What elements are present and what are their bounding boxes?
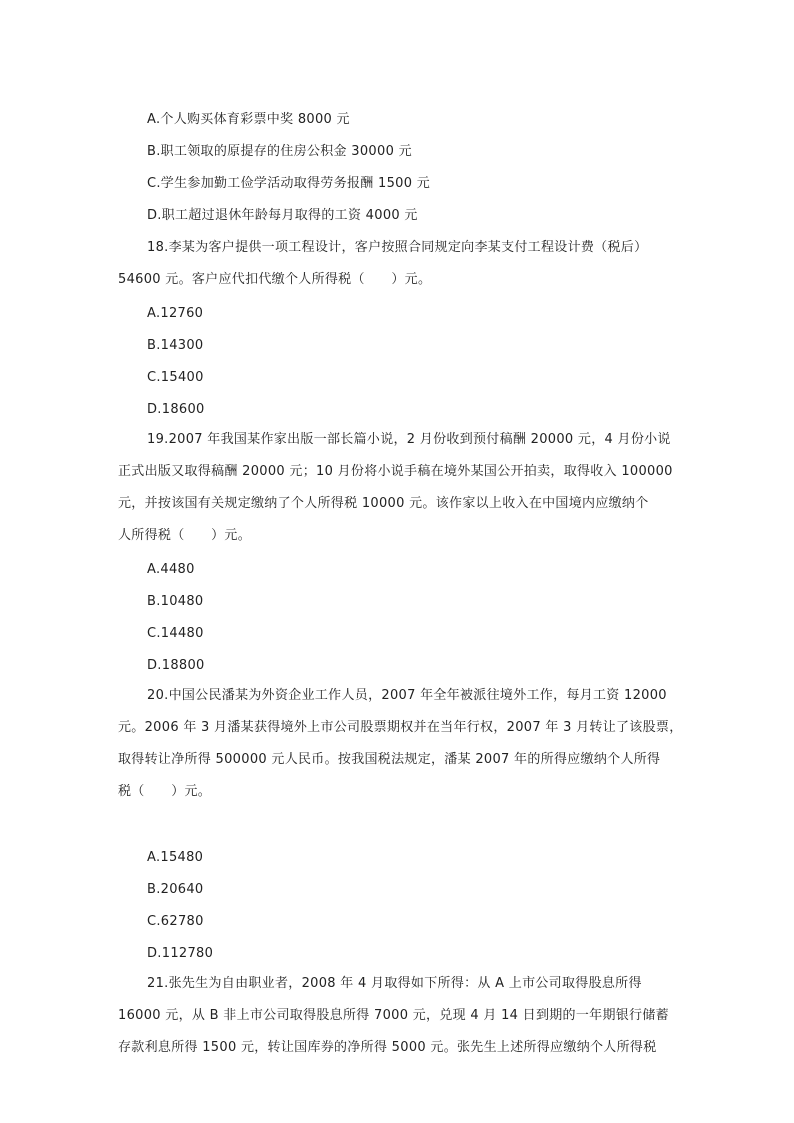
q17-option-c: C.学生参加勤工俭学活动取得劳务报酬 1500 元 xyxy=(147,176,431,191)
q18-stem-line-1: 18.李某为客户提供一项工程设计，客户按照合同规定向李某支付工程设计费（税后） xyxy=(147,240,648,255)
q20-option-c: C.62780 xyxy=(147,914,204,929)
q17-option-d: D.职工超过退休年龄每月取得的工资 4000 元 xyxy=(147,208,418,223)
q19-stem-line-2: 正式出版又取得稿酬 20000 元；10 月份将小说手稿在境外某国公开拍卖，取得收入 100000 xyxy=(118,464,673,479)
q20-stem-line-1: 20.中国公民潘某为外资企业工作人员，2007 年全年被派往境外工作，每月工资 12000 xyxy=(147,688,667,703)
q19-option-c: C.14480 xyxy=(147,626,204,641)
q18-stem-line-2: 54600 元。客户应代扣代缴个人所得税（ ）元。 xyxy=(118,272,432,287)
q18-option-a: A.12760 xyxy=(147,306,204,321)
q19-option-a: A.4480 xyxy=(147,562,195,577)
q20-option-b: B.20640 xyxy=(147,882,204,897)
q21-stem-line-2: 16000 元，从 B 非上市公司取得股息所得 7000 元，兑现 4 月 14 日到期的一年期银行储蓄 xyxy=(118,1008,669,1023)
q17-option-b: B.职工领取的原提存的住房公积金 30000 元 xyxy=(147,144,412,159)
q20-stem-line-3: 取得转让净所得 500000 元人民币。按我国税法规定，潘某 2007 年的所得应缴纳个人所得 xyxy=(118,752,661,767)
q19-stem-line-4: 人所得税（ ）元。 xyxy=(118,528,252,543)
q18-option-b: B.14300 xyxy=(147,338,204,353)
q21-stem-line-1: 21.张先生为自由职业者，2008 年 4 月取得如下所得：从 A 上市公司取得股息所得 xyxy=(147,976,642,991)
q20-stem-line-4: 税（ ）元。 xyxy=(118,784,212,799)
q20-option-a: A.15480 xyxy=(147,850,204,865)
q18-option-c: C.15400 xyxy=(147,370,204,385)
q20-stem-line-2: 元。2006 年 3 月潘某获得境外上市公司股票期权并在当年行权，2007 年 3 月转让了该股票， xyxy=(118,720,683,735)
q19-stem-line-1: 19.2007 年我国某作家出版一部长篇小说，2 月份收到预付稿酬 20000 元，4 月份小说 xyxy=(147,432,671,447)
q17-option-a: A.个人购买体育彩票中奖 8000 元 xyxy=(147,112,350,127)
q19-option-b: B.10480 xyxy=(147,594,204,609)
q20-option-d: D.112780 xyxy=(147,946,214,961)
q21-stem-line-3: 存款利息所得 1500 元，转让国库券的净所得 5000 元。张先生上述所得应缴纳个人所得税 xyxy=(118,1040,657,1055)
q19-stem-line-3: 元，并按该国有关规定缴纳了个人所得税 10000 元。该作家以上收入在中国境内应缴纳个 xyxy=(118,496,649,511)
q19-option-d: D.18800 xyxy=(147,658,205,673)
q18-option-d: D.18600 xyxy=(147,402,205,417)
